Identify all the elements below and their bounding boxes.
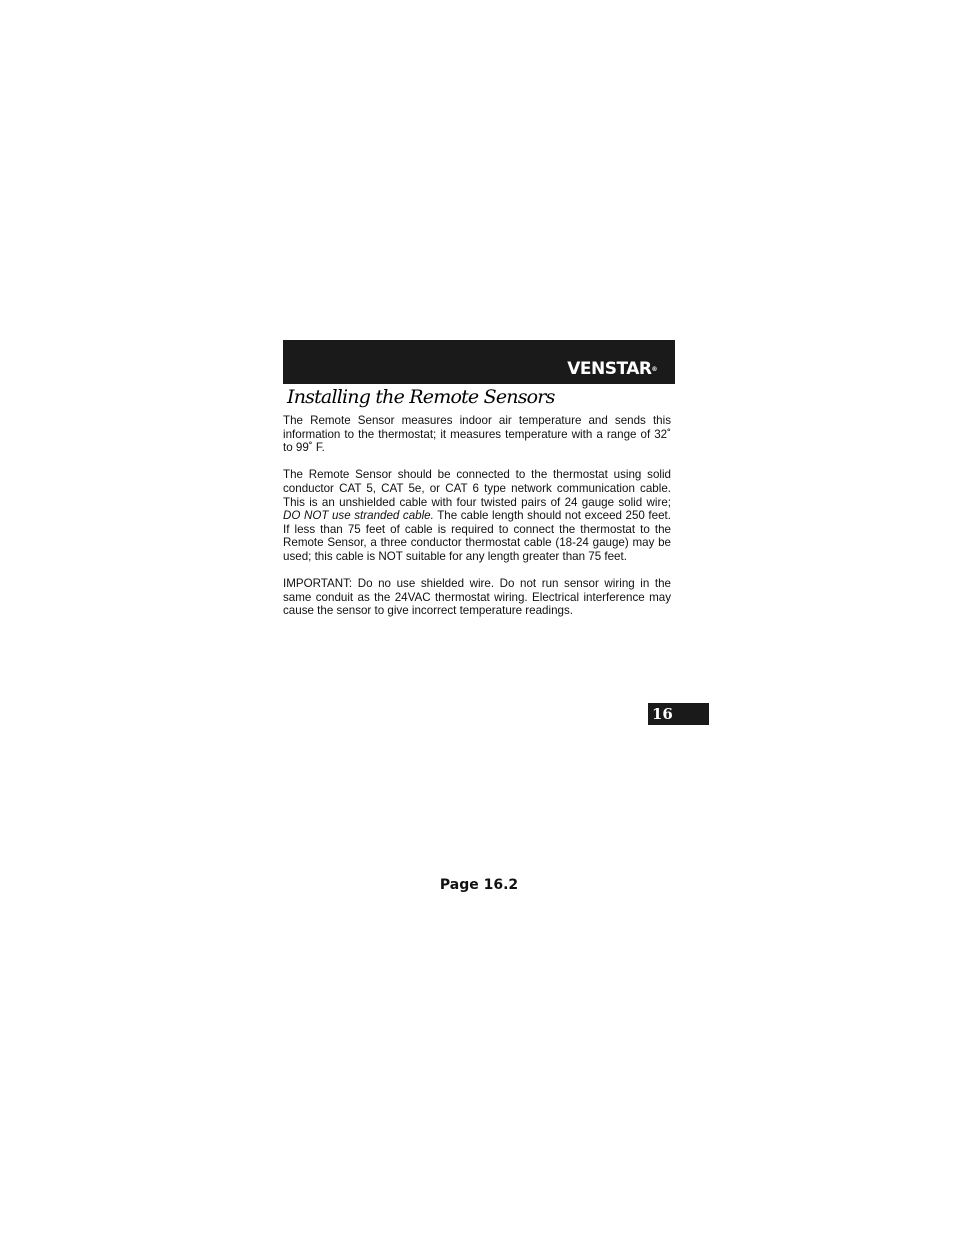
page-number: Page 16.2: [439, 877, 519, 893]
header-bar: [283, 340, 675, 384]
registered-mark: ®: [651, 366, 657, 373]
section-title: Installing the Remote Sensors: [287, 386, 555, 408]
body-text: [283, 414, 671, 632]
section-tab: [648, 703, 709, 725]
cable-text-part1: The Remote Sensor should be connected to the thermostat using solid conductor CAT 5, CAT 5e, or CAT 6 type network communication cable. This is an unshielded cable with four twisted pairs of 24 gauge solid wire;: [283, 468, 671, 509]
stranded-cable-warning: DO NOT use stranded cable.: [283, 509, 434, 523]
brand-name: VENSTAR: [567, 359, 652, 379]
paragraph-important-notice: IMPORTANT: Do no use shielded wire. Do not run sensor wiring in the same conduit as the 24VAC thermostat wiring. Electrical interference may cause the sensor to give incorrect temperature readings.: [283, 577, 671, 618]
paragraph-cable-requirements: [283, 468, 671, 563]
cable-text-part2: The cable length should not exceed 250 feet. If less than 75 feet of cable is required to connect the thermostat to the Remote Sensor, a three conductor thermostat cable (18-24 gauge) may be used; this cable is NOT suitable for any length greater than 75 feet.: [283, 509, 671, 563]
section-tab-number: 16: [652, 705, 673, 723]
venstar-logo: [567, 359, 657, 379]
paragraph-sensor-overview: The Remote Sensor measures indoor air temperature and sends this information to the thermostat; it measures temperature with a range of 32˚ to 99˚ F.: [283, 414, 671, 455]
